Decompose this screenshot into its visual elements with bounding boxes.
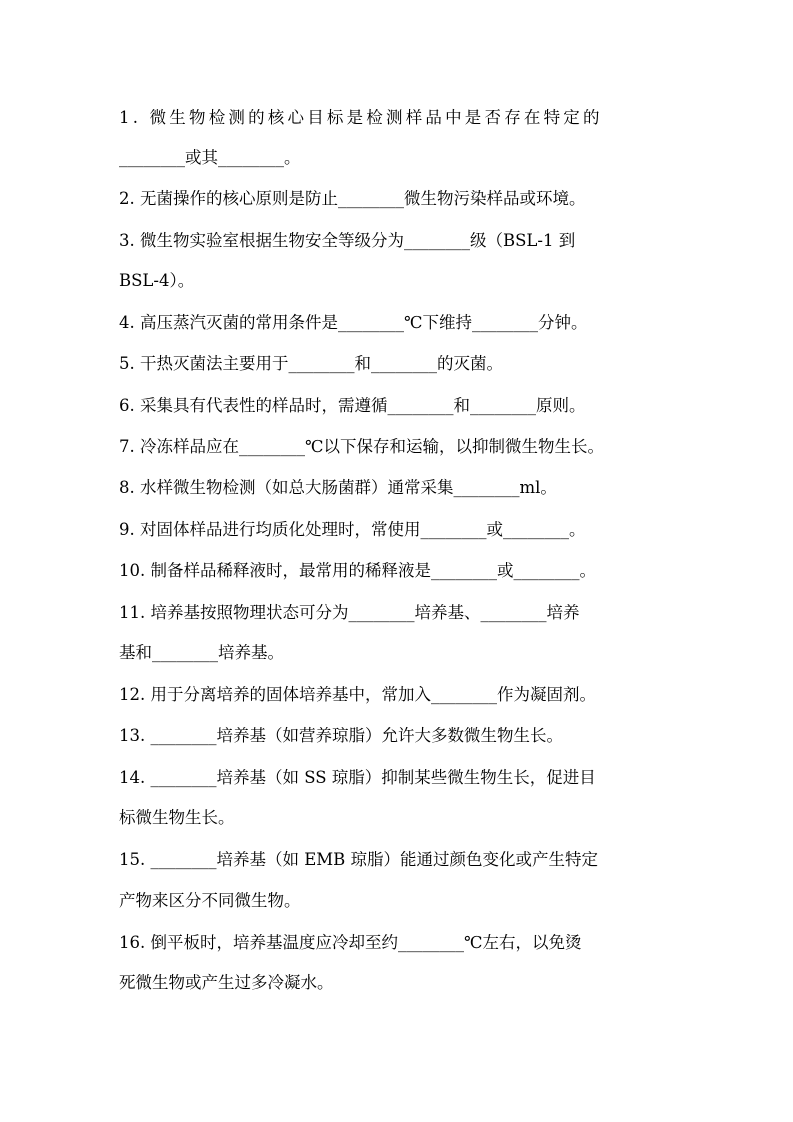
question-1-line-1: 1. 微生物检测的核心目标是检测样品中是否存在特定的 <box>119 108 603 127</box>
question-13: 13. ________培养基（如营养琼脂）允许大多数微生物生长。 <box>119 726 563 745</box>
question-3-line-1: 3. 微生物实验室根据生物安全等级分为________级（BSL-1 到 <box>119 231 576 250</box>
question-14-line-1: 14. ________培养基（如 SS 琼脂）抑制某些微生物生长，促进目 <box>119 768 596 787</box>
question-15-line-2: 产物来区分不同微生物。 <box>119 891 301 910</box>
question-12: 12. 用于分离培养的固体培养基中，常加入________作为凝固剂。 <box>119 685 596 704</box>
question-16-line-1: 16. 倒平板时，培养基温度应冷却至约________℃左右，以免烫 <box>119 933 582 952</box>
question-11-line-2: 基和________培养基。 <box>119 643 284 662</box>
question-11-line-1: 11. 培养基按照物理状态可分为________培养基、________培养 <box>119 603 580 622</box>
question-9: 9. 对固体样品进行均质化处理时，常使用________或________。 <box>119 520 586 539</box>
question-10: 10. 制备样品稀释液时，最常用的稀释液是________或________。 <box>119 561 596 580</box>
question-2: 2. 无菌操作的核心原则是防止________微生物污染样品或环境。 <box>119 189 586 208</box>
question-6: 6. 采集具有代表性的样品时，需遵循________和________原则。 <box>119 396 586 415</box>
question-4: 4. 高压蒸汽灭菌的常用条件是________℃下维持________分钟。 <box>119 313 588 332</box>
question-15-line-1: 15. ________培养基（如 EMB 琼脂）能通过颜色变化或产生特定 <box>119 850 599 869</box>
question-1-line-2: ________或其________。 <box>119 148 301 167</box>
question-16-line-2: 死微生物或产生过多冷凝水。 <box>119 973 334 992</box>
question-8: 8. 水样微生物检测（如总大肠菌群）通常采集________ml。 <box>119 478 557 497</box>
question-3-line-2: BSL-4）。 <box>119 271 195 290</box>
question-5: 5. 干热灭菌法主要用于________和________的灭菌。 <box>119 354 503 373</box>
question-14-line-2: 标微生物生长。 <box>119 808 235 827</box>
question-7: 7. 冷冻样品应在________℃以下保存和运输，以抑制微生物生长。 <box>119 437 604 456</box>
